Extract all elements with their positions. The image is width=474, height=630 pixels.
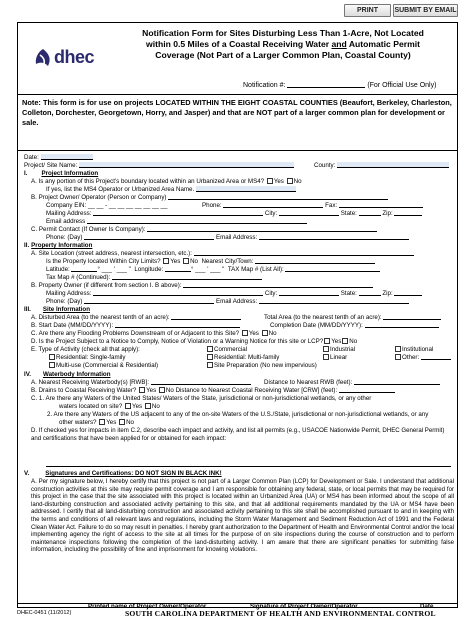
- industrial-checkbox[interactable]: [323, 346, 329, 352]
- title-line-2: within 0.5 Miles of a Coastal Receiving Water and Automatic Permit: [146, 39, 420, 49]
- official-use-label: (For Official Use Only): [367, 82, 437, 89]
- dhec-logo-icon: [32, 47, 54, 69]
- property-owner-field[interactable]: [183, 282, 373, 288]
- activity-single-family: Residential: Single-family: [48, 354, 125, 362]
- owner-mailing-field[interactable]: [93, 210, 263, 216]
- property-phone-field[interactable]: [84, 298, 214, 304]
- activity-commercial: Commercial: [206, 346, 247, 354]
- total-area-field[interactable]: [383, 314, 441, 320]
- s1-company: Company EIN: __ __ - __ __ __ __ __ __ __: [46, 202, 168, 209]
- city-limits-yes-checkbox[interactable]: [163, 258, 169, 264]
- disturbed-area-field[interactable]: [171, 314, 241, 320]
- s1-phone: Phone: Fax:: [202, 202, 423, 210]
- s2-phone: Phone: (Day) Email Address:: [46, 298, 409, 306]
- s3-e: E. Type of Activity (check all that apply):: [31, 346, 140, 353]
- s1-a: A. Is any portion of this Project’s boundary located within an Urbanized Area or MS4? Yes No: [31, 178, 302, 185]
- activity-multi-family: Residential: Multi-family: [206, 354, 279, 362]
- s1-mailing: Mailing Address: City: State: Zip:: [46, 210, 422, 218]
- single-family-checkbox[interactable]: [49, 354, 55, 360]
- activity-linear: Linear: [322, 354, 347, 362]
- flooding-no-checkbox[interactable]: [262, 330, 268, 336]
- activity-site-prep: Site Preparation (No new impervious): [206, 362, 317, 370]
- start-date-field[interactable]: [115, 322, 240, 328]
- adjacent-waters-yes-checkbox[interactable]: [99, 419, 105, 425]
- distance-rwb-field[interactable]: [354, 379, 440, 385]
- completion-date-field[interactable]: [365, 322, 439, 328]
- s1-a-if: If yes, list the MS4 Operator or Urbanized Area Name.: [46, 186, 296, 194]
- notification-number-field[interactable]: [287, 82, 365, 88]
- property-mailing-field[interactable]: [93, 290, 263, 296]
- county-row: County:: [314, 162, 449, 170]
- section-4-heading: IV. Waterbody Information: [24, 371, 111, 378]
- s3-a: A. Disturbed Area (to the nearest tenth of an acre):: [31, 314, 241, 322]
- department-name: SOUTH CAROLINA DEPARTMENT OF HEALTH AND ENVIRONMENTAL CONTROL: [125, 609, 436, 618]
- s1-b: B. Project Owner/ Operator (Person or Company): [31, 194, 388, 202]
- tax-map-continued-field[interactable]: [112, 274, 262, 280]
- print-button[interactable]: PRINT: [344, 4, 391, 17]
- section-3-heading: III. Site Information: [24, 306, 90, 313]
- s4-distance-rwb: Distance to Nearest RWB (feet):: [264, 379, 440, 387]
- notice-no-checkbox[interactable]: [342, 338, 348, 344]
- multi-family-checkbox[interactable]: [207, 354, 213, 360]
- owner-email-field[interactable]: [87, 218, 307, 224]
- s2-b: B. Property Owner (if different from section I. B above):: [31, 282, 373, 290]
- s4-d: D. If checked yes for impacts in item C.2, describe each impact and activity, and list all permits (e.g., USACOE Nationwide Permit, DHEC General Permit) and certifications that have been applied for or obtained for each impact:: [31, 427, 445, 442]
- city-limits-no-checkbox[interactable]: [183, 258, 189, 264]
- owner-name-field[interactable]: [168, 194, 388, 200]
- activity-institutional: Institutional: [394, 346, 433, 354]
- s1-a-yes-checkbox[interactable]: [267, 178, 273, 184]
- property-email-field[interactable]: [259, 298, 409, 304]
- property-zip-field[interactable]: [394, 290, 422, 296]
- form-number: DHEC-0451 (11/2012): [17, 610, 72, 616]
- s3-d: D. Is the Project Subject to a Notice to Comply, Notice of Violation or a Warning Notice for this site or LCP? Yes No: [31, 338, 358, 345]
- contact-phone-field[interactable]: [84, 234, 214, 240]
- project-row: Project/ Site Name:: [24, 162, 294, 170]
- property-city-field[interactable]: [279, 290, 339, 296]
- institutional-checkbox[interactable]: [395, 346, 401, 352]
- s3-total: Total Area (to the nearest tenth of an acre):: [264, 314, 441, 322]
- distance-crw-field[interactable]: [339, 387, 395, 393]
- s3-b: B. Start Date (MM/DD/YYYY):: [31, 322, 240, 330]
- owner-city-field[interactable]: [279, 210, 339, 216]
- s4-b: B. Drains to Coastal Receiving Water? Yes No Distance to Nearest Coastal Receiving Water [CRW] (feet):: [31, 387, 395, 395]
- signature-rule: [18, 603, 457, 604]
- date-label: Date: [420, 603, 434, 610]
- county-field[interactable]: [337, 162, 449, 168]
- owner-fax-field[interactable]: [339, 202, 423, 208]
- owner-phone-field[interactable]: [223, 202, 323, 208]
- coastal-no-checkbox[interactable]: [159, 387, 165, 393]
- waters-on-site-yes-checkbox[interactable]: [125, 403, 131, 409]
- s1-c-phone: Phone: (Day) Email Address:: [46, 234, 409, 242]
- s1-a-no-checkbox[interactable]: [287, 178, 293, 184]
- contact-email-field[interactable]: [259, 234, 409, 240]
- s2-limits: Is the Property located Within City Limits? Yes No Nearest City/Town:: [46, 258, 375, 266]
- section-5-heading: V. Signatures and Certifications: DO NOT SIGN IN BLACK INK!: [24, 470, 222, 477]
- s4-c1b: waters located on site? Yes No: [59, 403, 160, 410]
- linear-checkbox[interactable]: [323, 354, 329, 360]
- date-row: Date:: [24, 154, 93, 162]
- title-line-3: Coverage (Not Part of a Larger Common Plan, Coastal County): [155, 50, 411, 60]
- multi-use-checkbox[interactable]: [49, 362, 55, 368]
- s4-a: A. Nearest Receiving Waterbody(s) [RWB]:: [31, 379, 251, 387]
- signature-label: Signature of Project Owner/Operator: [250, 603, 358, 610]
- site-location-field[interactable]: [194, 250, 414, 256]
- tax-map-field[interactable]: [285, 266, 380, 272]
- s2-latlong: Latitude: ° ___ ' ___ " Longitude: ° ___ ' ___ " TAX Map # (List All):: [46, 266, 380, 274]
- form-frame: [17, 22, 458, 608]
- dhec-logo: [32, 46, 102, 72]
- owner-zip-field[interactable]: [394, 210, 422, 216]
- s1-email: Email address: [46, 218, 307, 226]
- date-field[interactable]: [41, 154, 93, 160]
- waters-on-site-no-checkbox[interactable]: [145, 403, 151, 409]
- permit-contact-field[interactable]: [147, 226, 377, 232]
- notification-label: Notification #:: [243, 82, 286, 89]
- owner-state-field[interactable]: [359, 210, 381, 216]
- section-2-heading: II. Property Information: [24, 242, 93, 249]
- activity-multi-use: Multi-use (Commercial & Residential): [48, 362, 158, 370]
- ms4-operator-field[interactable]: [196, 186, 296, 192]
- flooding-yes-checkbox[interactable]: [242, 330, 248, 336]
- s1-c: C. Permit Contact (If Owner Is Company):: [31, 226, 377, 234]
- s2-a: A. Site Location (street address, nearest intersection, etc.):: [31, 250, 414, 258]
- s3-c: C. Are there any Flooding Problems Downstream of or Adjacent to this Site? Yes No: [31, 330, 277, 337]
- latitude-field[interactable]: [71, 266, 97, 272]
- longitude-field[interactable]: [165, 266, 191, 272]
- dhec-logo-text: dhec: [54, 47, 95, 67]
- title-line-1: Notification Form for Sites Disturbing Less Than 1-Acre, Not Located: [142, 28, 424, 38]
- nearest-city-field[interactable]: [255, 258, 375, 264]
- section-1-heading: I. Project Information: [24, 170, 99, 177]
- receiving-waterbody-field[interactable]: [151, 379, 251, 385]
- s2-tmap-cont: Tax Map # (Continued):: [46, 274, 262, 282]
- submit-by-email-button[interactable]: SUBMIT BY EMAIL: [393, 4, 458, 17]
- notification-number: [243, 82, 436, 90]
- activity-other: Other:: [394, 354, 451, 362]
- site-prep-checkbox[interactable]: [207, 362, 213, 368]
- certification-text: A. Per my signature below, I hereby certify that this project is not part of a Larger Common Plan (LCP) for Development or Sale. I understand that additional construction activities at this site may require permit coverage and I am responsible for obtaining any federal, state, or local permits that may be required for this project in the case that the site associated with this project is located within an Urbanized Area (UA) or MS4 has been informed about the scope of all land-disturbing construction and associated activity pertaining to this site, and that all additional requirements mandated by the UA or MS4 have been addressed. I certify that all land-disturbing construction and associated activity pertaining to this site shall be accomplished pursuant to and in keeping with the terms and conditions of all relevant laws and regulations, including the Storm Water Management and Sediment Reduction Act of 1991 and the Federal Clean Water Act. Failure to do so may result in penalties. I hereby grant authorization to the Department of Health and Environmental Control and/or the local implementing agency the right of access to the site at all times for the purpose of on site inspections during the course of construction and to perform maintenance inspections following the completion of the land-disturbing activity. I am aware that there are significant penalties for submitting false information, including the possibility of fine and imprisonment for knowing violations.: [31, 478, 454, 554]
- commercial-checkbox[interactable]: [207, 346, 213, 352]
- s3-completion: Completion Date (MM/DD/YYYY):: [270, 322, 439, 330]
- s2-mailing: Mailing Address: City: State: Zip:: [46, 290, 422, 298]
- form-title: [118, 28, 448, 61]
- form-header: [18, 23, 457, 95]
- s4-c1: C. 1. Are there any Waters of the United States/ Waters of the State, jurisdictional or non-jurisdictional wetlands, or any other: [31, 395, 372, 402]
- other-checkbox[interactable]: [395, 354, 401, 360]
- coastal-note: Note: This form is for use on projects LOCATED WITHIN THE EIGHT COASTAL COUNTIES (Beaufort, Berkeley, Charleston, Colleton, Dorchester, Georgetown, Horry, and Jasper) and that are NOT part of a larger common plan for development or sale.: [18, 95, 457, 151]
- notice-yes-checkbox[interactable]: [324, 338, 330, 344]
- property-state-field[interactable]: [359, 290, 381, 296]
- printed-name-label: Printed name of Project Owner/Operator: [88, 603, 207, 610]
- adjacent-waters-no-checkbox[interactable]: [119, 419, 125, 425]
- coastal-yes-checkbox[interactable]: [139, 387, 145, 393]
- project-name-field[interactable]: [79, 162, 294, 168]
- impacts-textarea[interactable]: [46, 443, 451, 467]
- s4-c2b: other waters? Yes No: [59, 419, 134, 426]
- other-activity-field[interactable]: [421, 354, 451, 360]
- activity-industrial: Industrial: [322, 346, 355, 354]
- s4-c2: 2. Are there any Waters of the US adjacent to any of the on-site Waters of the U.S./State, jurisdictional or non-jurisdictional wetlands, or any: [47, 411, 429, 418]
